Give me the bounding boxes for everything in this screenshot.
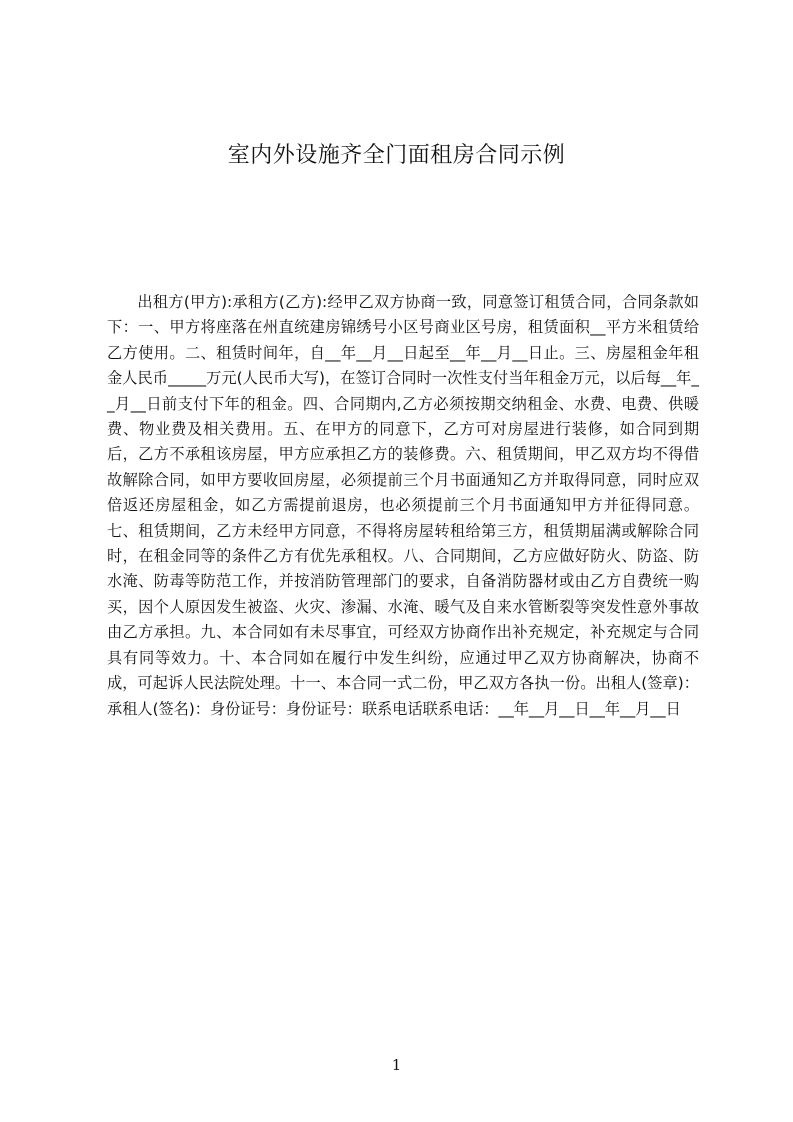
document-title: 室内外设施齐全门面租房合同示例 [227,143,566,168]
page-number: 1 [391,1056,402,1074]
contract-body-paragraph: 出租方(甲方):承租方(乙方):经甲乙双方协商一致，同意签订租赁合同，合同条款如下：一、甲方将座落在州直统建房锦绣号小区号商业区号房，租赁面积__平方米租赁给乙方使用。二、租赁时间年，自__年__月__日起至__年__月__日止。三、房屋租金年租金人民币_____万元(人民币大写)，在签订合同时一次性支付当年租金万元，以后每__年__月__日前支付下年的租金。四、合同期内,乙方必须按期交纳租金、水费、电费、供暖费、物业费及相关费用。五、在甲方的同意下，乙方可对房屋进行装修，如合同到期后，乙方不承租该房屋，甲方应承担乙方的装修费。六、租赁期间，甲乙双方均不得借故解除合同，如甲方要收回房屋，必须提前三个月书面通知乙方并取得同意，同时应双倍返还房屋租金，如乙方需提前退房，也必须提前三个月书面通知甲方并征得同意。七、租赁期间，乙方未经甲方同意，不得将房屋转租给第三方，租赁期届满或解除合同时，在租金同等的条件乙方有优先承租权。八、合同期间，乙方应做好防火、防盗、防水淹、防毒等防范工作，并按消防管理部门的要求，自备消防器材或由乙方自费统一购买，因个人原因发生被盗、火灾、渗漏、水淹、暖气及自来水管断裂等突发性意外事故由乙方承担。九、本合同如有未尽事宜，可经双方协商作出补充规定，补充规定与合同具有同等效力。十、本合同如在履行中发生纠纷，应通过甲乙双方协商解决，协商不成，可起诉人民法院处理。十一、本合同一式二份，甲乙双方各执一份。出租人(签章)：承租人(签名)：身份证号：身份证号：联系电话联系电话：__年__月__日__年__月__日 [107,293,699,718]
